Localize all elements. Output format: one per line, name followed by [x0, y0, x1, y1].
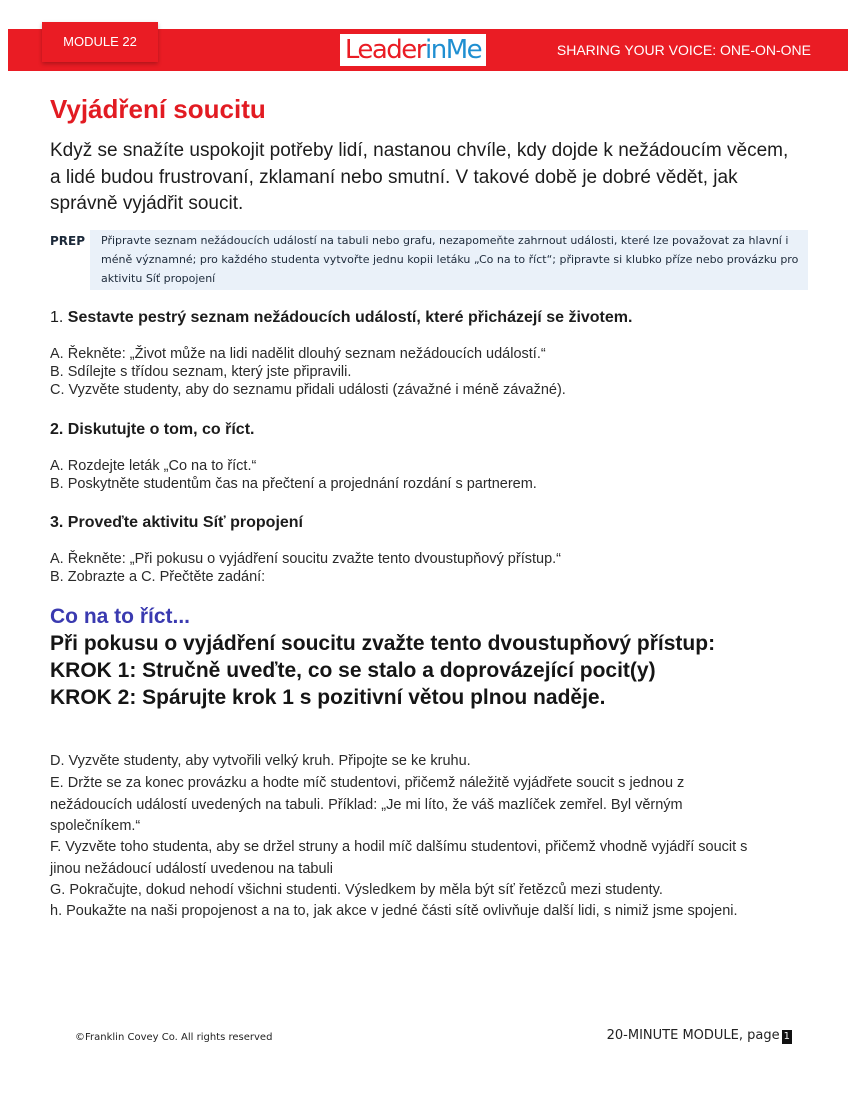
step-g: G. Pokračujte, dokud nehodí všichni studenti. Výsledkem by měla být síť řetězců mezi studenty. — [50, 882, 663, 898]
callout-line-1: Při pokusu o vyjádření soucitu zvažte tento dvoustupňový přístup: — [50, 632, 716, 655]
prep-text: Připravte seznam nežádoucích událostí na tabuli nebo grafu, nezapomeňte zahrnout události, které lze považovat za hlavní i méně významné; pro každého studenta vytvořte jednu kopii letáku „Co na to říct“; připravte si klubko příze nebo provázku pro aktivitu Síť propojení — [101, 234, 799, 285]
callout-subhead: Co na to říct... — [50, 605, 191, 628]
logo-in: in — [425, 35, 446, 65]
step-f: F. Vyzvěte toho studenta, aby se držel struny a hodil míč dalšímu studentovi, přičemž vhodně vyjádří soucit s jinou nežádoucí událostí uvedenou na tabuli — [50, 839, 748, 877]
section-2-item-b: B. Poskytněte studentům čas na přečtení a projednání rozdání s partnerem. — [50, 476, 537, 492]
footer-copyright: ©Franklin Covey Co. All rights reserved — [75, 1032, 273, 1043]
footer-module-label: 20-MINUTE MODULE, page — [606, 1028, 780, 1043]
section-2-item-a: A. Rozdejte leták „Co na to říct.“ — [50, 458, 257, 474]
footer-module — [607, 1028, 792, 1044]
section-1-number: 1. — [50, 309, 68, 326]
step-h: h. Poukažte na naši propojenost a na to, jak akce v jedné části sítě ovlivňuje další lidi, s nimiž jsme spojeni. — [50, 903, 738, 919]
section-3-item-a: A. Řekněte: „Při pokusu o vyjádření soucitu zvažte tento dvoustupňový přístup.“ — [50, 551, 561, 567]
section-3-heading: 3. Proveďte aktivitu Síť propojení — [50, 514, 303, 531]
page-title: Vyjádření soucitu — [50, 94, 266, 124]
step-e: E. Držte se za konec provázku a hodte míč studentovi, přičemž náležitě vyjádřete soucit s jednou z nežádoucích událostí uvedených na tabuli. Příklad: „Je mi líto, že váš mazlíček zemřel. Byl věrným společníkem.“ — [50, 775, 685, 834]
page-number: 1 — [783, 1031, 790, 1042]
leader-in-me-logo — [340, 34, 486, 66]
logo-leader: Leader — [344, 35, 425, 65]
section-1-title: Sestavte pestrý seznam nežádoucích událostí, které přicházejí se životem. — [67, 309, 633, 326]
section-2-heading: 2. Diskutujte o tom, co říct. — [50, 421, 255, 438]
section-1-heading — [50, 309, 632, 327]
section-1-item-a: A. Řekněte: „Život může na lidi nadělit dlouhý seznam nežádoucích událostí.“ — [50, 346, 546, 362]
step-d: D. Vyzvěte studenty, aby vytvořili velký kruh. Připojte se ke kruhu. — [50, 753, 471, 769]
module-tab: MODULE 22 — [42, 22, 158, 62]
section-3-item-b: B. Zobrazte a C. Přečtěte zadání: — [50, 569, 266, 585]
section-1-item-b: B. Sdílejte s třídou seznam, který jste připravili. — [50, 364, 352, 380]
callout-line-step-1: KROK 1: Stručně uveďte, co se stalo a doprovázející pocit(y) — [50, 659, 656, 682]
intro-paragraph: Když se snažíte uspokojit potřeby lidí, nastanou chvíle, kdy dojde k nežádoucím věcem, a lidé budou frustrovaní, zklamaní nebo smutní. V takové době je dobré vědět, jak správně vyjádřit soucit. — [50, 140, 789, 214]
header-title: SHARING YOUR VOICE: ONE-ON-ONE — [556, 42, 811, 58]
prep-label: PREP — [50, 234, 86, 248]
logo-me: Me — [445, 35, 482, 65]
callout-line-step-2: KROK 2: Spárujte krok 1 s pozitivní větou plnou naděje. — [50, 686, 606, 709]
section-1-item-c: C. Vyzvěte studenty, aby do seznamu přidali události (závažné i méně závažné). — [50, 382, 566, 398]
